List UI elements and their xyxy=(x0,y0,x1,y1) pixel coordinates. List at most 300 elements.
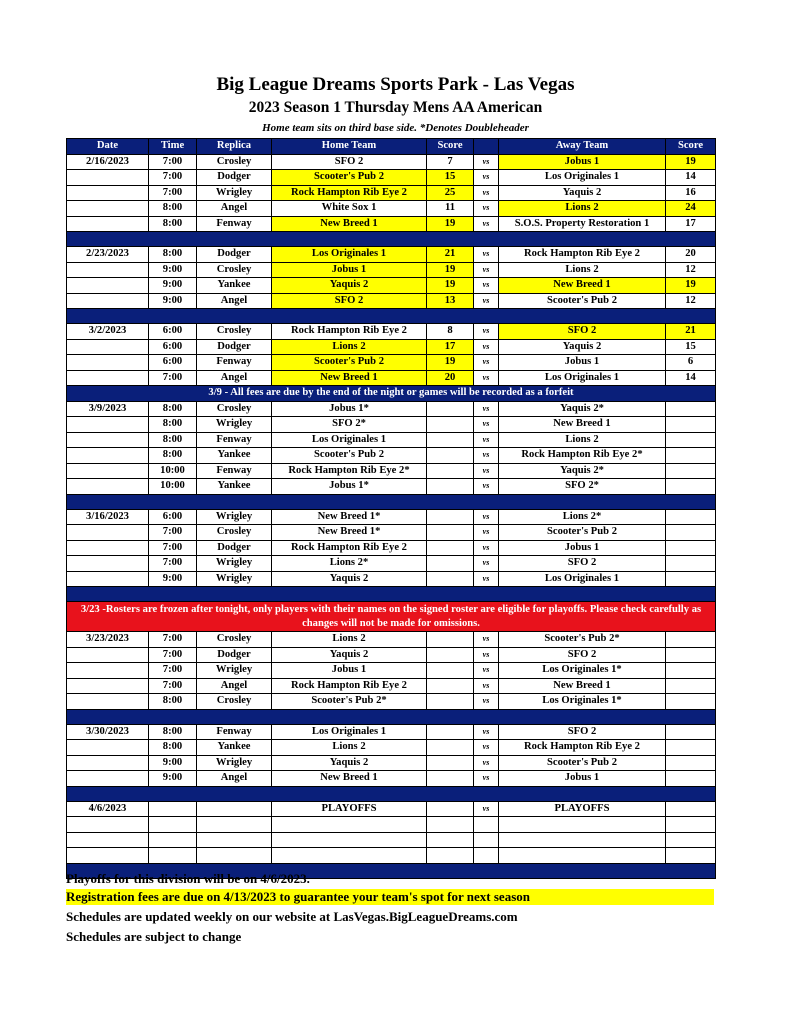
game-date xyxy=(67,262,149,278)
vs-label: vs xyxy=(474,479,499,495)
game-row xyxy=(67,540,716,556)
home-score xyxy=(427,647,474,663)
game-row xyxy=(67,154,716,170)
game-row xyxy=(67,432,716,448)
game-row xyxy=(67,771,716,787)
schedule-body xyxy=(67,154,716,878)
game-row xyxy=(67,401,716,417)
away-score xyxy=(666,801,716,817)
field-replica: Angel xyxy=(197,678,272,694)
game-row xyxy=(67,247,716,263)
away-team: Lions 2 xyxy=(499,262,666,278)
away-score xyxy=(666,571,716,587)
home-score xyxy=(427,417,474,433)
vs-label: vs xyxy=(474,432,499,448)
home-team: SFO 2 xyxy=(272,293,427,309)
away-team: Jobus 1 xyxy=(499,355,666,371)
away-score: 16 xyxy=(666,185,716,201)
game-row xyxy=(67,185,716,201)
game-time: 9:00 xyxy=(149,771,197,787)
away-team: Rock Hampton Rib Eye 2 xyxy=(499,740,666,756)
game-row xyxy=(67,678,716,694)
home-score xyxy=(427,463,474,479)
separator-cell xyxy=(67,494,716,509)
home-team: Los Originales 1 xyxy=(272,724,427,740)
away-team: Scooter's Pub 2 xyxy=(499,755,666,771)
field-replica xyxy=(197,801,272,817)
away-team: Jobus 1 xyxy=(499,540,666,556)
game-row xyxy=(67,832,716,848)
game-row xyxy=(67,740,716,756)
vs-label: vs xyxy=(474,448,499,464)
away-team xyxy=(499,848,666,864)
game-row xyxy=(67,262,716,278)
away-score xyxy=(666,509,716,525)
home-team: Lions 2 xyxy=(272,632,427,648)
away-score xyxy=(666,463,716,479)
game-date xyxy=(67,370,149,386)
field-replica: Dodger xyxy=(197,540,272,556)
vs-label: vs xyxy=(474,417,499,433)
home-score xyxy=(427,632,474,648)
away-team: Yaquis 2* xyxy=(499,463,666,479)
vs-label: vs xyxy=(474,724,499,740)
away-score xyxy=(666,663,716,679)
home-team: Los Originales 1 xyxy=(272,432,427,448)
game-date xyxy=(67,678,149,694)
home-team: Jobus 1* xyxy=(272,479,427,495)
field-replica: Crosley xyxy=(197,401,272,417)
vs-label: vs xyxy=(474,571,499,587)
col-header-away-team: Away Team xyxy=(499,139,666,155)
home-team: Yaquis 2 xyxy=(272,647,427,663)
vs-label: vs xyxy=(474,247,499,263)
separator-cell xyxy=(67,709,716,724)
separator-row xyxy=(67,786,716,801)
game-row xyxy=(67,724,716,740)
home-team: Rock Hampton Rib Eye 2 xyxy=(272,678,427,694)
away-team: Yaquis 2 xyxy=(499,185,666,201)
field-replica: Fenway xyxy=(197,463,272,479)
game-time: 7:00 xyxy=(149,154,197,170)
home-team: New Breed 1* xyxy=(272,509,427,525)
game-time xyxy=(149,817,197,833)
vs-label: vs xyxy=(474,740,499,756)
vs-label xyxy=(474,817,499,833)
away-team: Los Originales 1* xyxy=(499,694,666,710)
home-team: New Breed 1* xyxy=(272,525,427,541)
game-row xyxy=(67,170,716,186)
away-score: 19 xyxy=(666,278,716,294)
field-replica: Angel xyxy=(197,201,272,217)
game-row xyxy=(67,647,716,663)
game-row xyxy=(67,848,716,864)
home-team: Jobus 1* xyxy=(272,401,427,417)
game-date: 3/9/2023 xyxy=(67,401,149,417)
game-date xyxy=(67,755,149,771)
home-team: Scooter's Pub 2 xyxy=(272,448,427,464)
away-team xyxy=(499,817,666,833)
game-date xyxy=(67,448,149,464)
home-team: Lions 2 xyxy=(272,740,427,756)
game-time: 6:00 xyxy=(149,339,197,355)
home-score xyxy=(427,525,474,541)
away-score: 24 xyxy=(666,201,716,217)
home-team: Yaquis 2 xyxy=(272,278,427,294)
home-team: Scooter's Pub 2* xyxy=(272,694,427,710)
game-date xyxy=(67,832,149,848)
game-row xyxy=(67,525,716,541)
vs-label: vs xyxy=(474,694,499,710)
field-replica: Fenway xyxy=(197,216,272,232)
header-note: Home team sits on third base side. *Denotes Doubleheader xyxy=(262,122,529,134)
home-team: New Breed 1 xyxy=(272,370,427,386)
away-team: PLAYOFFS xyxy=(499,801,666,817)
home-score xyxy=(427,724,474,740)
home-score: 7 xyxy=(427,154,474,170)
away-team: New Breed 1 xyxy=(499,278,666,294)
game-time: 9:00 xyxy=(149,293,197,309)
game-row xyxy=(67,448,716,464)
vs-label: vs xyxy=(474,755,499,771)
home-score xyxy=(427,571,474,587)
away-team: SFO 2* xyxy=(499,479,666,495)
footer-playoffs-note: Playoffs for this division will be on 4/6/2023. xyxy=(66,871,310,886)
game-row xyxy=(67,201,716,217)
game-date xyxy=(67,170,149,186)
game-time: 7:00 xyxy=(149,663,197,679)
away-score: 19 xyxy=(666,154,716,170)
field-replica: Crosley xyxy=(197,632,272,648)
away-team: S.O.S. Property Restoration 1 xyxy=(499,216,666,232)
home-team: SFO 2* xyxy=(272,417,427,433)
away-score xyxy=(666,678,716,694)
game-time: 7:00 xyxy=(149,647,197,663)
separator-cell xyxy=(67,232,716,247)
footer-change-note: Schedules are subject to change xyxy=(66,929,242,944)
away-score: 20 xyxy=(666,247,716,263)
game-date xyxy=(67,463,149,479)
home-team: White Sox 1 xyxy=(272,201,427,217)
home-team xyxy=(272,832,427,848)
vs-label: vs xyxy=(474,339,499,355)
game-time: 8:00 xyxy=(149,401,197,417)
away-score xyxy=(666,432,716,448)
game-row xyxy=(67,293,716,309)
home-score xyxy=(427,663,474,679)
field-replica: Wrigley xyxy=(197,185,272,201)
home-team: Scooter's Pub 2 xyxy=(272,355,427,371)
game-time: 7:00 xyxy=(149,678,197,694)
game-row xyxy=(67,355,716,371)
field-replica: Crosley xyxy=(197,525,272,541)
away-team: SFO 2 xyxy=(499,647,666,663)
home-score xyxy=(427,817,474,833)
game-date xyxy=(67,771,149,787)
game-date: 2/16/2023 xyxy=(67,154,149,170)
away-team: Scooter's Pub 2 xyxy=(499,293,666,309)
game-date xyxy=(67,293,149,309)
vs-label: vs xyxy=(474,370,499,386)
roster-notice-row xyxy=(67,602,716,632)
away-team: Lions 2* xyxy=(499,509,666,525)
game-date xyxy=(67,817,149,833)
away-score xyxy=(666,556,716,572)
field-replica: Fenway xyxy=(197,724,272,740)
game-time: 7:00 xyxy=(149,185,197,201)
field-replica: Yankee xyxy=(197,448,272,464)
col-header-away-score: Score xyxy=(666,139,716,155)
game-date: 3/30/2023 xyxy=(67,724,149,740)
away-team: SFO 2 xyxy=(499,724,666,740)
field-replica: Wrigley xyxy=(197,571,272,587)
field-replica: Wrigley xyxy=(197,663,272,679)
away-score xyxy=(666,832,716,848)
separator-row xyxy=(67,232,716,247)
home-score: 20 xyxy=(427,370,474,386)
vs-label: vs xyxy=(474,278,499,294)
home-score xyxy=(427,694,474,710)
home-score: 8 xyxy=(427,324,474,340)
notice-text: 3/23 -Rosters are frozen after tonight, only players with their names on the signed roster are eligible for playoffs. Please check carefully as changes will not be made for omissions. xyxy=(67,602,716,632)
home-score: 15 xyxy=(427,170,474,186)
home-team: Jobus 1 xyxy=(272,262,427,278)
away-team: Jobus 1 xyxy=(499,154,666,170)
vs-label: vs xyxy=(474,170,499,186)
away-score xyxy=(666,755,716,771)
vs-label: vs xyxy=(474,632,499,648)
home-score: 19 xyxy=(427,216,474,232)
page-title: Big League Dreams Sports Park - Las Vegas xyxy=(216,74,575,95)
vs-label: vs xyxy=(474,663,499,679)
game-row xyxy=(67,817,716,833)
away-score xyxy=(666,647,716,663)
away-score xyxy=(666,540,716,556)
field-replica: Angel xyxy=(197,293,272,309)
away-team: New Breed 1 xyxy=(499,417,666,433)
game-row xyxy=(67,216,716,232)
away-team: Yaquis 2 xyxy=(499,339,666,355)
separator-row xyxy=(67,309,716,324)
field-replica xyxy=(197,832,272,848)
field-replica xyxy=(197,817,272,833)
game-time: 8:00 xyxy=(149,740,197,756)
footer-registration-note: Registration fees are due on 4/13/2023 to guarantee your team's spot for next season xyxy=(66,889,714,905)
game-date: 4/6/2023 xyxy=(67,801,149,817)
home-score xyxy=(427,755,474,771)
game-date xyxy=(67,540,149,556)
game-date xyxy=(67,663,149,679)
separator-cell xyxy=(67,309,716,324)
game-date xyxy=(67,479,149,495)
away-score xyxy=(666,694,716,710)
home-score xyxy=(427,678,474,694)
away-team: Los Originales 1 xyxy=(499,370,666,386)
away-team: Scooter's Pub 2 xyxy=(499,525,666,541)
field-replica xyxy=(197,848,272,864)
col-header-replica: Replica xyxy=(197,139,272,155)
game-time: 8:00 xyxy=(149,417,197,433)
away-team: Los Originales 1 xyxy=(499,571,666,587)
home-team xyxy=(272,817,427,833)
field-replica: Yankee xyxy=(197,479,272,495)
vs-label: vs xyxy=(474,509,499,525)
away-team: Jobus 1 xyxy=(499,771,666,787)
home-score: 25 xyxy=(427,185,474,201)
home-score xyxy=(427,540,474,556)
vs-label: vs xyxy=(474,678,499,694)
game-time: 8:00 xyxy=(149,201,197,217)
away-score xyxy=(666,817,716,833)
away-team: Scooter's Pub 2* xyxy=(499,632,666,648)
home-team: PLAYOFFS xyxy=(272,801,427,817)
away-score xyxy=(666,479,716,495)
col-header-home-team: Home Team xyxy=(272,139,427,155)
away-score: 17 xyxy=(666,216,716,232)
game-row xyxy=(67,571,716,587)
away-score xyxy=(666,724,716,740)
home-team: Scooter's Pub 2 xyxy=(272,170,427,186)
vs-label xyxy=(474,832,499,848)
game-row xyxy=(67,694,716,710)
game-date xyxy=(67,216,149,232)
game-date xyxy=(67,339,149,355)
home-score: 19 xyxy=(427,262,474,278)
game-date xyxy=(67,432,149,448)
game-row xyxy=(67,463,716,479)
home-team: Rock Hampton Rib Eye 2 xyxy=(272,185,427,201)
field-replica: Wrigley xyxy=(197,556,272,572)
game-date xyxy=(67,694,149,710)
game-row xyxy=(67,755,716,771)
away-team: Rock Hampton Rib Eye 2* xyxy=(499,448,666,464)
vs-label: vs xyxy=(474,154,499,170)
game-time: 10:00 xyxy=(149,479,197,495)
game-time: 8:00 xyxy=(149,432,197,448)
game-date xyxy=(67,571,149,587)
away-team: Rock Hampton Rib Eye 2 xyxy=(499,247,666,263)
game-time: 10:00 xyxy=(149,463,197,479)
game-time: 7:00 xyxy=(149,370,197,386)
home-score xyxy=(427,848,474,864)
vs-label: vs xyxy=(474,647,499,663)
game-row xyxy=(67,278,716,294)
home-score: 21 xyxy=(427,247,474,263)
home-score xyxy=(427,432,474,448)
field-replica: Dodger xyxy=(197,247,272,263)
home-score: 11 xyxy=(427,201,474,217)
vs-label: vs xyxy=(474,801,499,817)
separator-cell xyxy=(67,587,716,602)
home-score xyxy=(427,740,474,756)
col-header-vs xyxy=(474,139,499,155)
field-replica: Dodger xyxy=(197,647,272,663)
field-replica: Crosley xyxy=(197,154,272,170)
vs-label: vs xyxy=(474,525,499,541)
vs-label: vs xyxy=(474,262,499,278)
home-score xyxy=(427,832,474,848)
game-time xyxy=(149,801,197,817)
home-score: 19 xyxy=(427,278,474,294)
vs-label: vs xyxy=(474,540,499,556)
away-score xyxy=(666,417,716,433)
away-score xyxy=(666,401,716,417)
field-replica: Angel xyxy=(197,370,272,386)
game-time: 9:00 xyxy=(149,278,197,294)
home-team: New Breed 1 xyxy=(272,771,427,787)
home-team: Lions 2* xyxy=(272,556,427,572)
game-row xyxy=(67,663,716,679)
game-date: 3/16/2023 xyxy=(67,509,149,525)
vs-label: vs xyxy=(474,463,499,479)
vs-label: vs xyxy=(474,355,499,371)
game-time: 9:00 xyxy=(149,755,197,771)
away-score xyxy=(666,771,716,787)
col-header-date: Date xyxy=(67,139,149,155)
field-replica: Wrigley xyxy=(197,755,272,771)
home-team: Jobus 1 xyxy=(272,663,427,679)
game-date: 2/23/2023 xyxy=(67,247,149,263)
home-team: Los Originales 1 xyxy=(272,247,427,263)
field-replica: Crosley xyxy=(197,262,272,278)
vs-label: vs xyxy=(474,401,499,417)
field-replica: Wrigley xyxy=(197,509,272,525)
away-score: 15 xyxy=(666,339,716,355)
game-time: 8:00 xyxy=(149,448,197,464)
home-score xyxy=(427,479,474,495)
game-time: 9:00 xyxy=(149,262,197,278)
home-score: 19 xyxy=(427,355,474,371)
schedule-table xyxy=(66,138,716,879)
game-date xyxy=(67,201,149,217)
notice-text: 3/9 - All fees are due by the end of the night or games will be recorded as a forfeit xyxy=(67,386,716,402)
separator-row xyxy=(67,709,716,724)
game-date xyxy=(67,848,149,864)
away-team: SFO 2 xyxy=(499,324,666,340)
game-time: 6:00 xyxy=(149,355,197,371)
vs-label: vs xyxy=(474,293,499,309)
game-row xyxy=(67,556,716,572)
field-replica: Fenway xyxy=(197,432,272,448)
home-score xyxy=(427,771,474,787)
home-score xyxy=(427,448,474,464)
game-time: 8:00 xyxy=(149,216,197,232)
game-row xyxy=(67,479,716,495)
field-replica: Crosley xyxy=(197,324,272,340)
away-score xyxy=(666,448,716,464)
game-time: 8:00 xyxy=(149,247,197,263)
game-date xyxy=(67,740,149,756)
away-team: Yaquis 2* xyxy=(499,401,666,417)
home-score xyxy=(427,509,474,525)
home-score xyxy=(427,801,474,817)
game-time: 7:00 xyxy=(149,170,197,186)
col-header-home-score: Score xyxy=(427,139,474,155)
vs-label: vs xyxy=(474,216,499,232)
game-row xyxy=(67,339,716,355)
home-team: SFO 2 xyxy=(272,154,427,170)
field-replica: Dodger xyxy=(197,170,272,186)
game-date: 3/23/2023 xyxy=(67,632,149,648)
away-team: New Breed 1 xyxy=(499,678,666,694)
game-time: 7:00 xyxy=(149,632,197,648)
field-replica: Angel xyxy=(197,771,272,787)
away-score: 12 xyxy=(666,293,716,309)
away-score xyxy=(666,525,716,541)
game-time: 7:00 xyxy=(149,556,197,572)
vs-label: vs xyxy=(474,771,499,787)
vs-label: vs xyxy=(474,185,499,201)
